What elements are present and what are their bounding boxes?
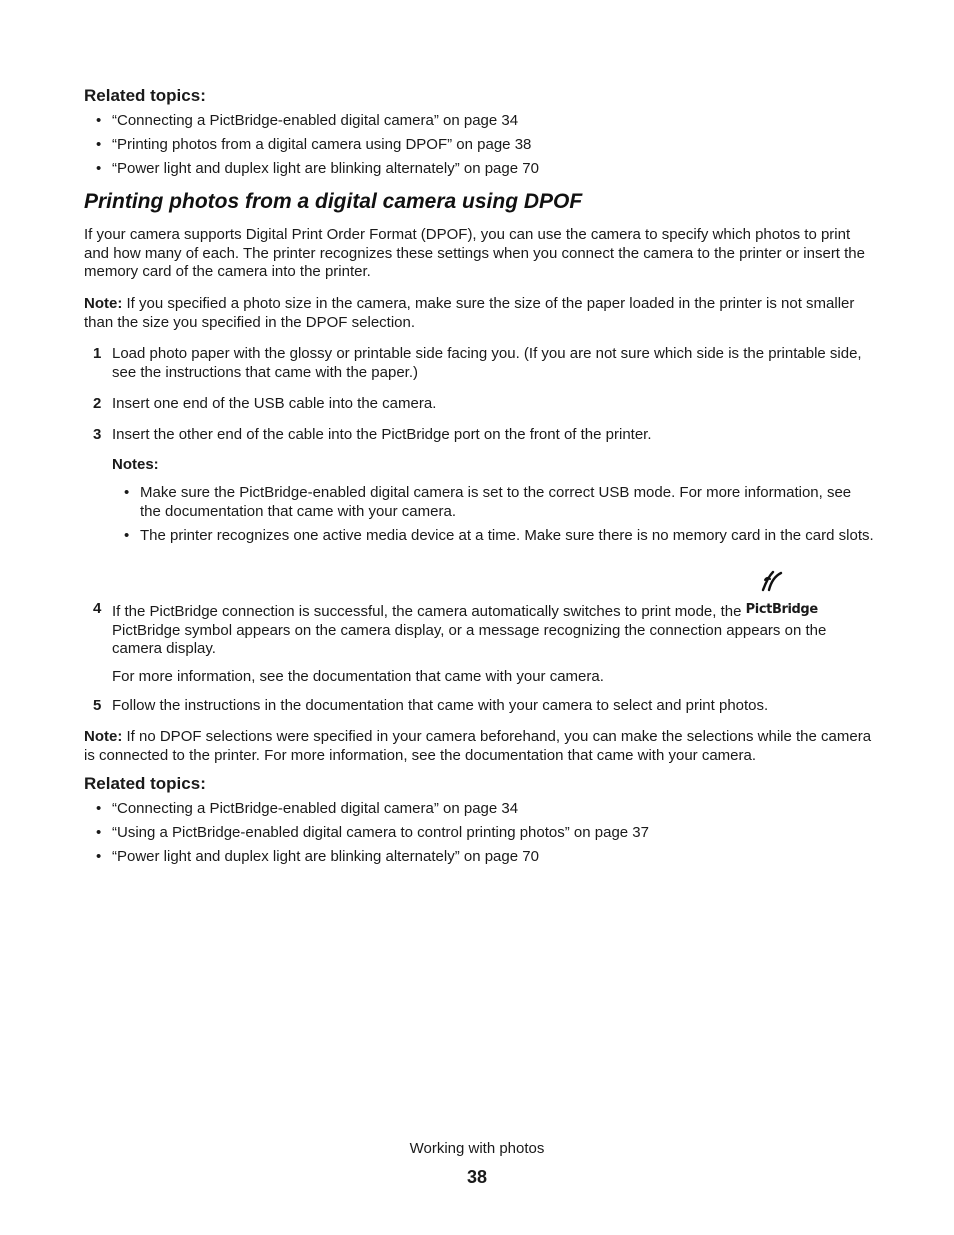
step-text: Insert one end of the USB cable into the camera.	[112, 395, 437, 412]
pictbridge-icon	[760, 570, 786, 592]
note-label: Note:	[84, 295, 123, 312]
step-5	[84, 697, 874, 716]
note-item: • Make sure the PictBridge-enabled digital camera is set to the correct USB mode. For more information, see the documentation that came with your camera.	[112, 484, 874, 521]
note-paragraph-2	[84, 728, 874, 765]
note-text: If you specified a photo size in the camera, make sure the size of the paper loaded in the printer is not smaller than the size you specified in the DPOF selection.	[84, 295, 855, 331]
related-topic-link[interactable]: • “Using a PictBridge-enabled digital camera to control printing photos” on page 37	[84, 821, 649, 845]
related-topic-link[interactable]: • “Printing photos from a digital camera using DPOF” on page 38	[84, 133, 539, 157]
step-text: Insert the other end of the cable into the PictBridge port on the front of the printer.	[112, 426, 652, 443]
section-title: Printing photos from a digital camera using DPOF	[84, 190, 583, 213]
pictbridge-logo	[745, 600, 818, 620]
note-paragraph	[84, 295, 874, 332]
step-4	[84, 600, 874, 686]
step-more-info: For more information, see the documentation that came with your camera.	[112, 667, 604, 685]
step-text: Load photo paper with the glossy or printable side facing you. (If you are not sure which side is the printable side, see the instructions that came with the paper.)	[112, 345, 862, 381]
step-text: Follow the instructions in the documentation that came with your camera to select and print photos.	[112, 697, 769, 714]
step-text-part: If the PictBridge connection is successful, the camera automatically switches to print mode, the	[112, 603, 742, 620]
related-topic-link[interactable]: • “Connecting a PictBridge-enabled digital camera” on page 34	[84, 109, 539, 133]
step-number: 2	[93, 395, 102, 412]
note-item: • The printer recognizes one active media device at a time. Make sure there is no memory card in the card slots.	[112, 527, 874, 546]
step-text	[112, 600, 874, 686]
footer-page-number: 38	[466, 1167, 488, 1187]
note-label: Note:	[84, 728, 123, 745]
step-text-part: PictBridge symbol appears on the camera display, or a message recognizing the connection appears on the camera display.	[112, 621, 827, 657]
notes-label: Notes:	[112, 456, 159, 473]
pictbridge-logo-text: PictBridge	[745, 602, 818, 617]
related-topics-list	[84, 109, 539, 181]
step-number: 5	[93, 697, 102, 714]
related-topic-link[interactable]: • “Power light and duplex light are blinking alternately” on page 70	[84, 157, 539, 181]
step-number: 1	[93, 345, 102, 362]
note-text: If no DPOF selections were specified in your camera beforehand, you can make the selections while the camera is connected to the printer. For more information, see the documentation that came with your camera.	[84, 728, 872, 764]
related-topics-heading: Related topics:	[84, 86, 206, 105]
related-topic-link[interactable]: • “Power light and duplex light are blinking alternately” on page 70	[84, 845, 649, 869]
footer-chapter-title: Working with photos	[409, 1140, 545, 1157]
step-3	[84, 426, 874, 445]
step-number: 4	[93, 600, 102, 617]
step-1	[84, 345, 874, 382]
related-topics-list	[84, 797, 649, 869]
related-topic-link[interactable]: • “Connecting a PictBridge-enabled digital camera” on page 34	[84, 797, 649, 821]
related-topics-heading: Related topics:	[84, 774, 206, 793]
step-2	[84, 395, 874, 414]
intro-paragraph: If your camera supports Digital Print Order Format (DPOF), you can use the camera to specify which photos to print and how many of each. The printer recognizes these settings when you connect the camera to the printer or insert the memory card of the camera into the printer.	[84, 226, 865, 280]
notes-list	[112, 484, 874, 546]
step-number: 3	[93, 426, 102, 443]
